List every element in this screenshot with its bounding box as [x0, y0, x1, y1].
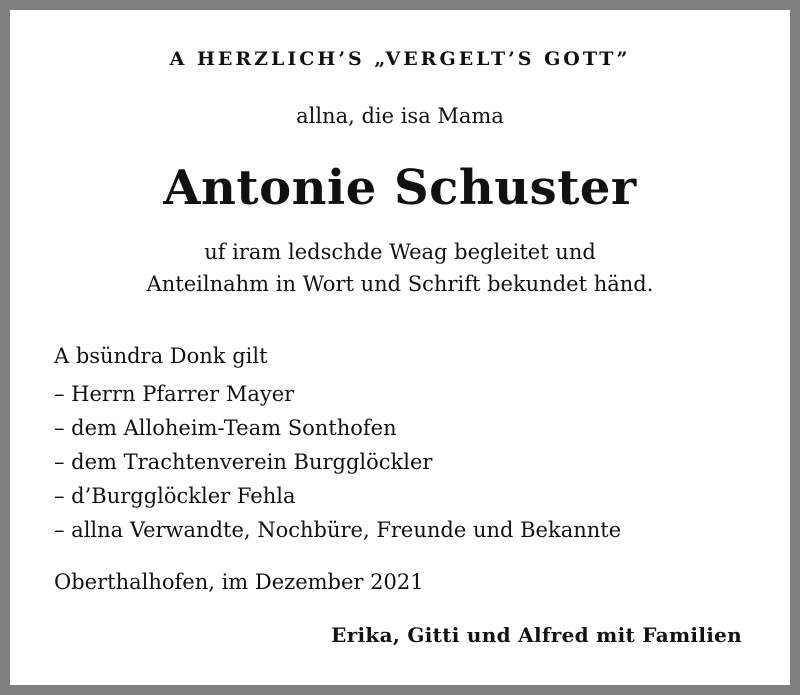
thanks-list-item: – dem Trachtenverein Burgglöckler — [54, 450, 433, 474]
intro-line-2: Anteilnahm in Wort und Schrift bekundet händ. — [146, 272, 654, 296]
thanks-intro: A bsündra Donk gilt — [54, 344, 268, 368]
deceased-name: Antonie Schuster — [163, 160, 637, 216]
thanks-list — [54, 382, 621, 552]
thanks-list-item: – allna Verwandte, Nochbüre, Freunde und Bekannte — [54, 518, 622, 542]
notice-heading: A HERZLICH’S „VERGELT’S GOTT” — [169, 48, 631, 70]
obituary-thanks-notice — [10, 10, 790, 685]
intro-line-1: uf iram ledschde Weag begleitet und — [204, 240, 596, 264]
place-date: Oberthalhofen, im Dezember 2021 — [54, 570, 424, 594]
thanks-list-item: – Herrn Pfarrer Mayer — [54, 382, 295, 406]
signature: Erika, Gitti und Alfred mit Familien — [331, 623, 742, 647]
thanks-list-item: – dem Alloheim-Team Sonthofen — [54, 416, 397, 440]
notice-subheading: allna, die isa Mama — [296, 104, 504, 128]
thanks-list-item: – d’Burgglöckler Fehla — [54, 484, 296, 508]
